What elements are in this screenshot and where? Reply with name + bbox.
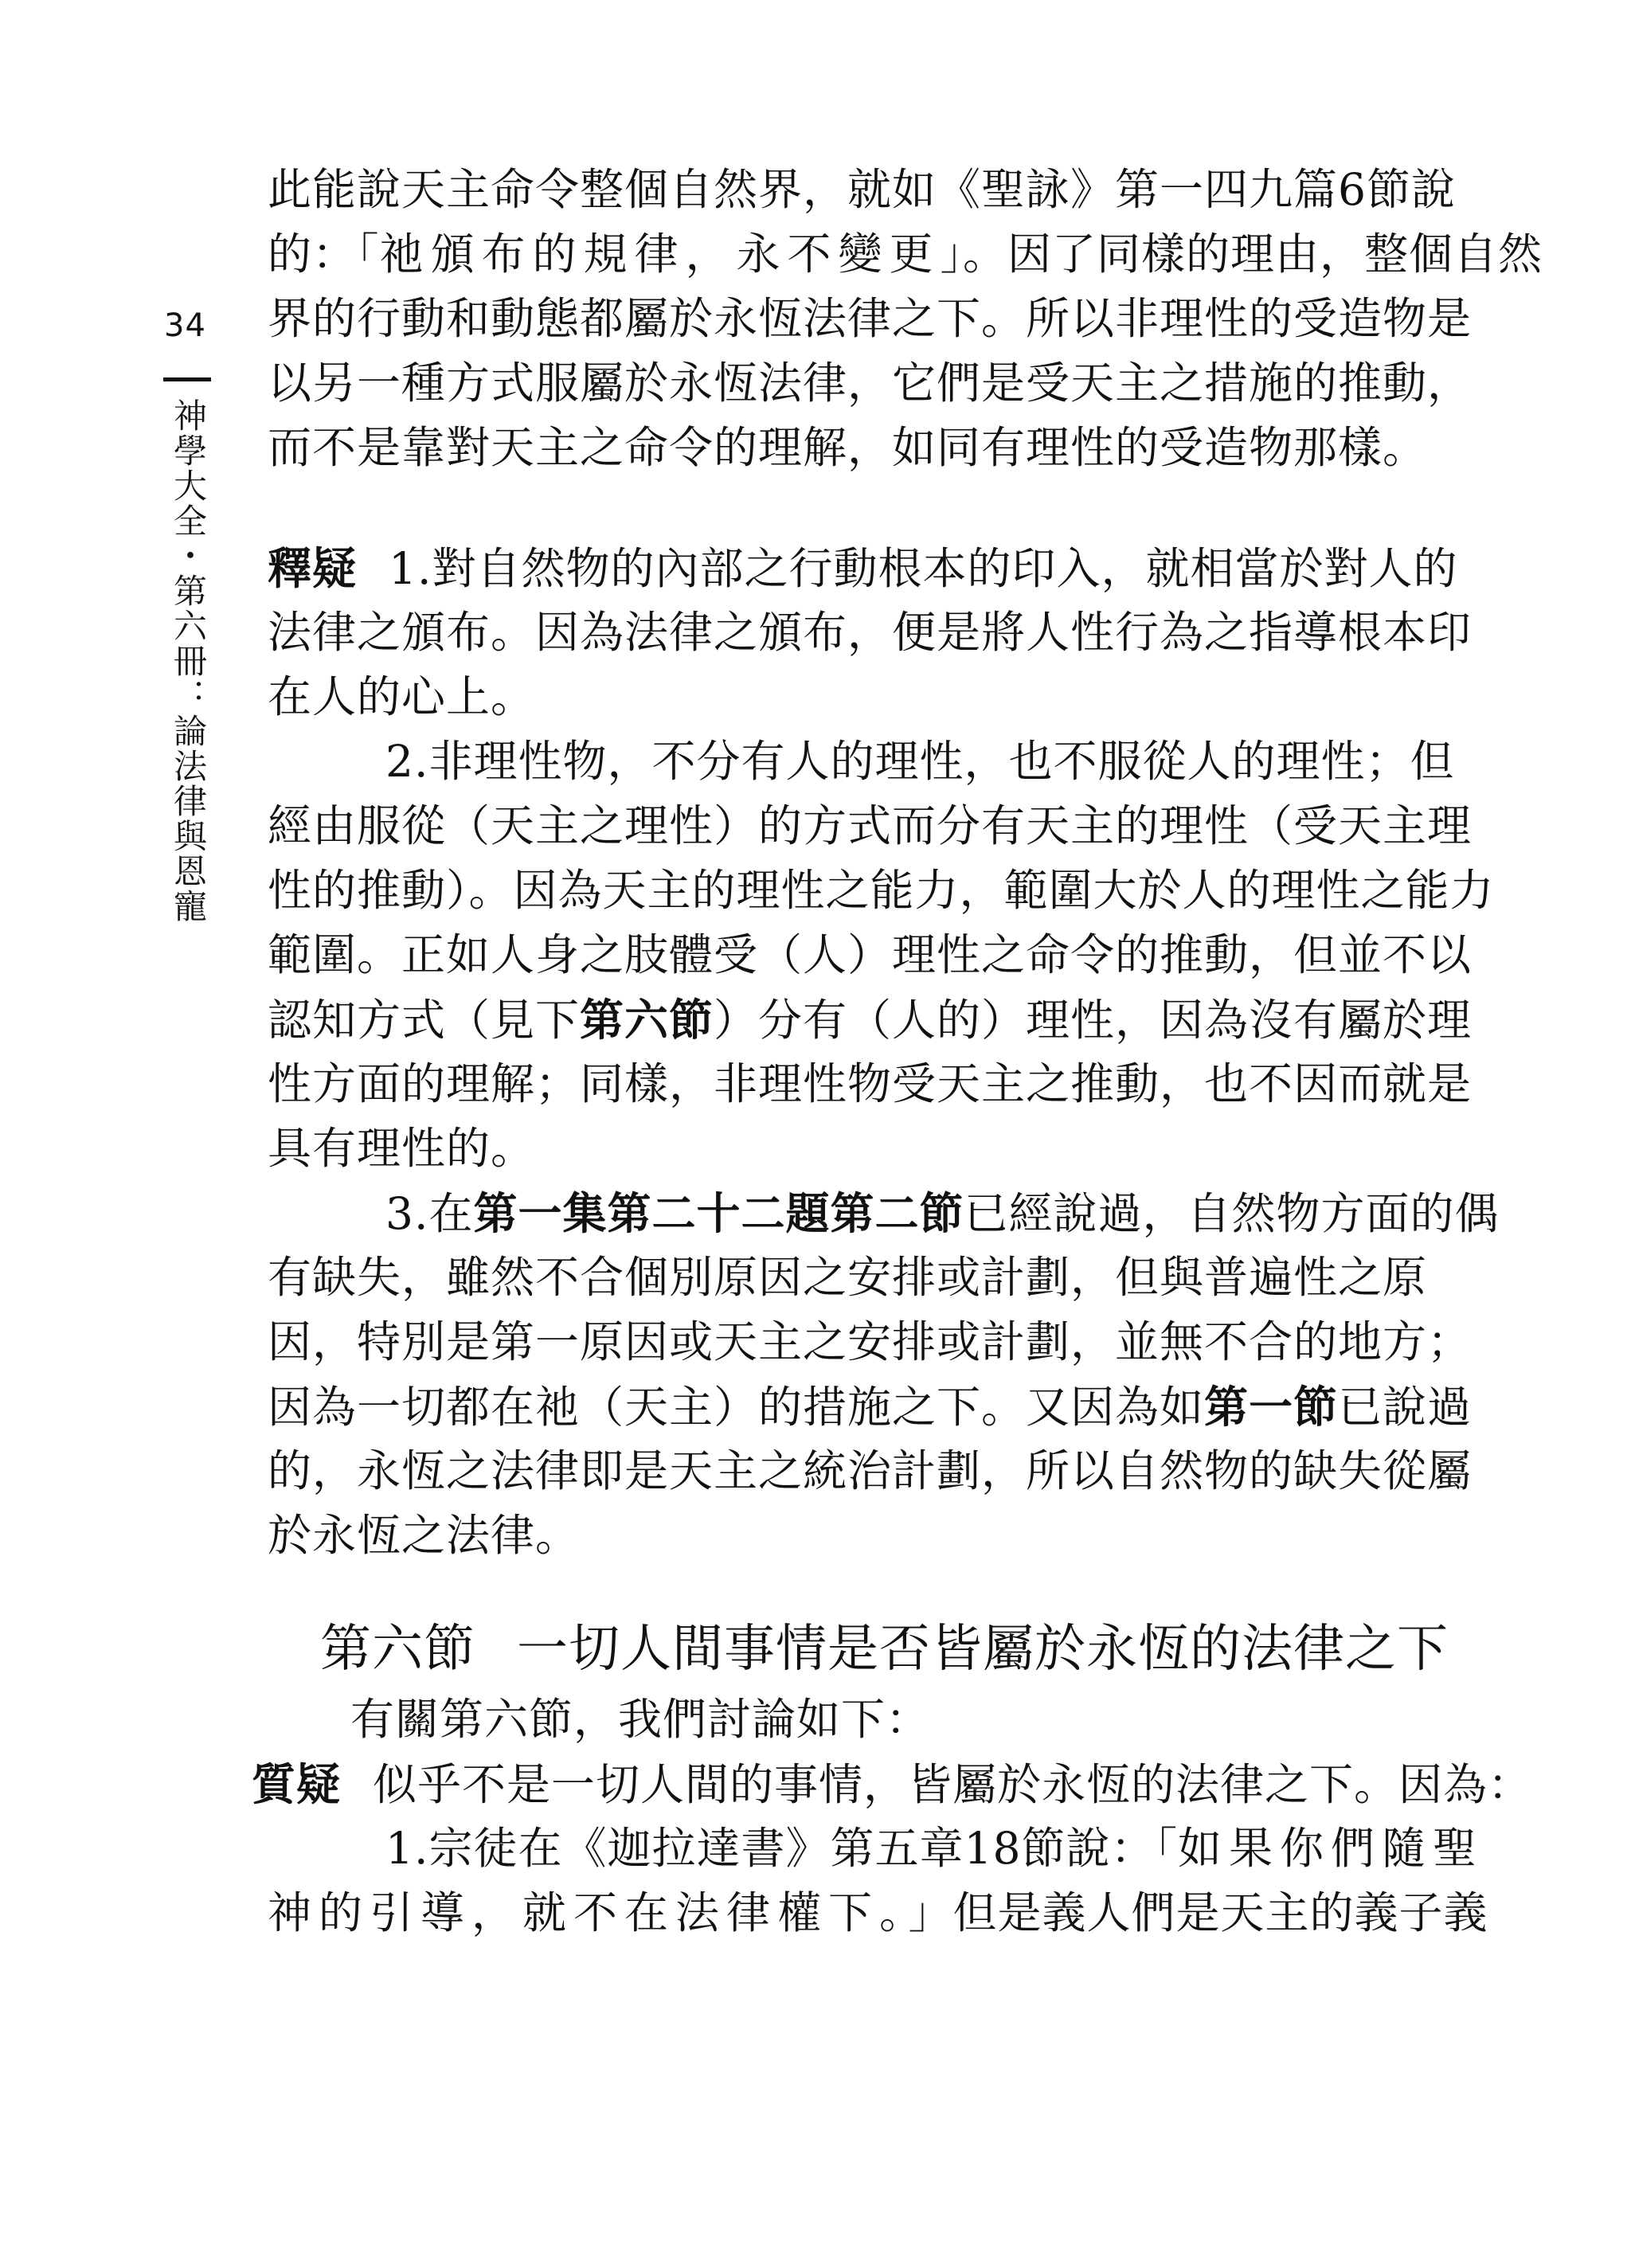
reply-1 [268,536,1473,729]
text-line: 而不是靠對天主之命令的理解，如同有理性的受造物那樣。 [268,422,1428,473]
text-line: 有缺失，雖然不合個別原因之安排或計劃，但與普遍性之原 [268,1252,1428,1303]
text-line: 範圍。正如人身之肢體受（人）理性之命令的推動，但並不以 [268,929,1473,980]
objection-label: 質疑 [252,1758,342,1810]
section-heading [320,1611,1449,1687]
cross-reference: 第六節 [580,994,714,1046]
body-text [252,158,1543,1945]
text-span: 1.對自然物的內部之行動根本的印入，就相當於對人的 [389,543,1458,594]
text-span: 的：「 [268,229,380,280]
section-number: 第六節 [320,1620,475,1679]
reply-label: 釋疑 [268,542,358,594]
text-line: 2.非理性物，不分有人的理性，也不服從人的理性；但 [385,736,1455,787]
text-line [268,1816,1484,1881]
cross-reference: 第一節 [1204,1381,1339,1433]
cross-reference: 第一集第二十二題第二節 [473,1187,964,1239]
text-line [268,1374,1473,1439]
text-span: 」。因了同樣的理由，整個自然 [940,229,1543,280]
text-line: 於永恆之法律。 [268,1510,581,1561]
section-intro: 有關第六節，我們討論如下： [350,1694,931,1745]
text-line [268,536,1458,600]
psalm-quote: 祂頒布的規律，永不變更 [379,229,941,280]
text-span: ）分有（人的）理性，因為沒有屬於理 [714,995,1473,1046]
text-line: 具有理性的。 [268,1123,536,1174]
text-span: 」但是義人們是天主的義子義 [908,1887,1488,1938]
text-line: 經由服從（天主之理性）的方式而分有天主的理性（受天主理 [268,800,1473,851]
text-span: 已經說過，自然物方面的偶 [964,1188,1500,1239]
text-line: 界的行動和動態都屬於永恆法律之下。所以非理性的受造物是 [268,293,1473,344]
text-span: 1.宗徒在《迦拉達書》第五章18節說：「 [385,1823,1178,1874]
text-line [268,1181,1500,1245]
paragraph-continuation [268,158,1543,480]
margin-rule [163,377,211,381]
text-line [268,222,1543,287]
text-line: 性的推動）。因為天主的理性之能力，範圍大於人的理性之能力 [268,865,1495,916]
objection-line [252,1752,1533,1816]
text-line [268,987,1473,1052]
text-line: 以另一種方式服屬於永恆法律，它們是受天主之措施的推動， [268,358,1473,409]
page-number: 34 [164,307,206,344]
text-line: 性方面的理解；同樣，非理性物受天主之推動，也不因而就是 [268,1058,1473,1109]
text-span: 因為一切都在祂（天主）的措施之下。又因為如 [268,1382,1205,1433]
text-span: 認知方式（見下 [268,995,581,1046]
text-line: 因，特別是第一原因或天主之安排或計劃，並無不合的地方； [268,1316,1473,1367]
text-line: 的，永恆之法律即是天主之統治計劃，所以自然物的缺失從屬 [268,1445,1473,1496]
reply-2 [268,729,1495,1181]
running-head: 神學大全・第六冊：論法律與恩寵 [169,398,208,924]
reply-3 [268,1181,1500,1568]
text-line [268,1881,1488,1945]
text-line: 此能說天主命令整個自然界，就如《聖詠》第一四九篇6節說 [268,164,1456,215]
section-title: 一切人間事情是否皆屬於永恆的法律之下 [517,1620,1449,1679]
scripture-quote: 神的引導，就不在法律權下。 [268,1887,909,1938]
text-span: 似乎不是一切人間的事情，皆屬於永恆的法律之下。因為： [373,1759,1533,1810]
text-span: 3.在 [385,1188,474,1239]
scripture-quote: 如果你們隨聖 [1177,1823,1484,1874]
text-span: 已說過 [1338,1382,1473,1433]
text-line: 在人的心上。 [268,671,536,722]
text-line: 法律之頒布。因為法律之頒布，便是將人性行為之指導根本印 [268,607,1473,658]
